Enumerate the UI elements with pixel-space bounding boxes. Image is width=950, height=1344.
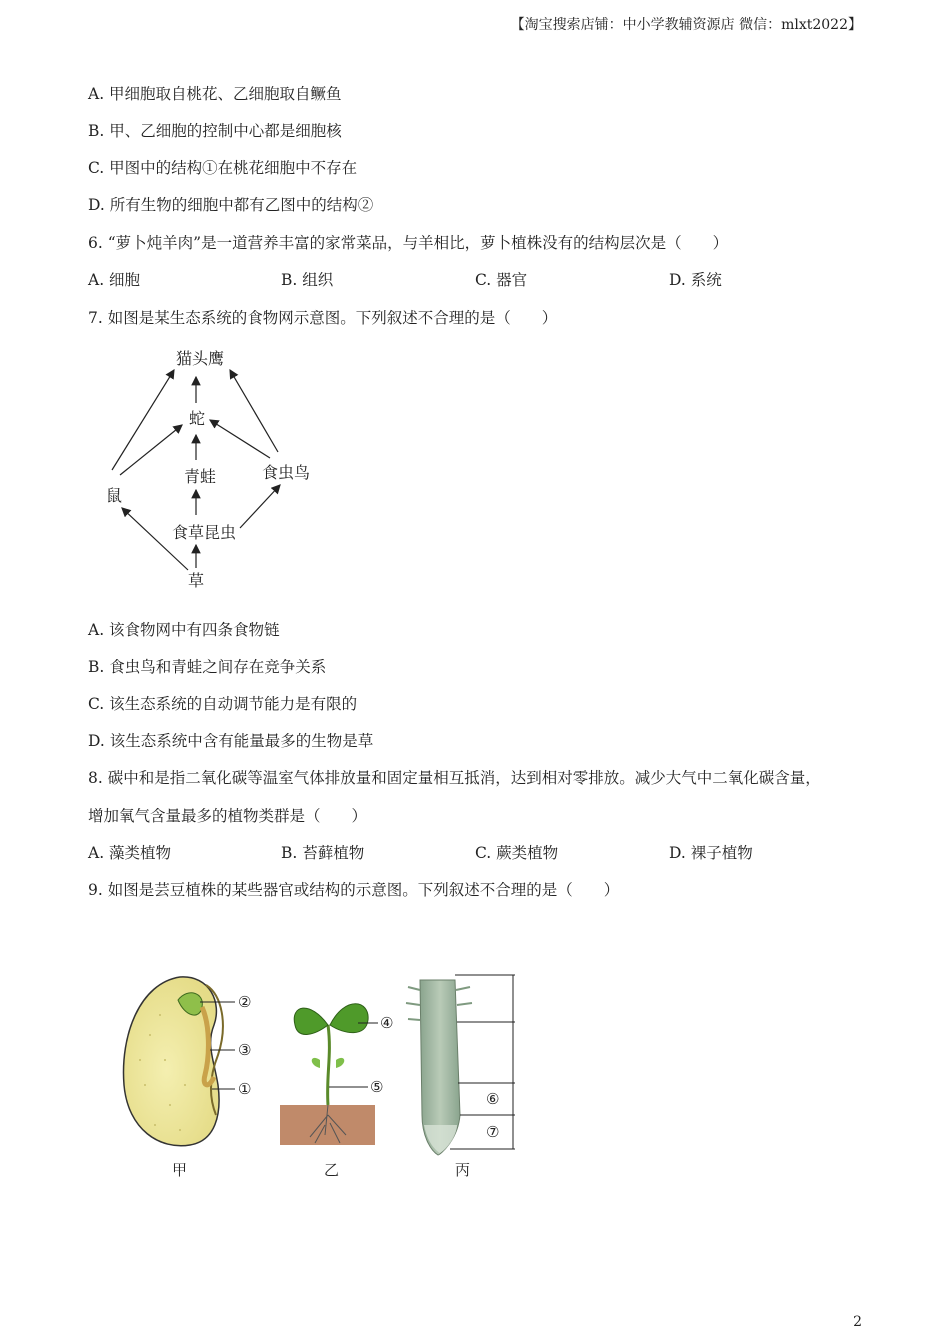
node-snake: 蛇 bbox=[188, 409, 206, 428]
arrow-bird-owl bbox=[230, 370, 278, 452]
page-header: 【淘宝搜索店铺：中小学教辅资源店 微信：mlxt2022】 bbox=[510, 17, 862, 33]
label-2: ② bbox=[238, 993, 252, 1011]
label-3: ③ bbox=[238, 1041, 252, 1059]
bean-plant-figure bbox=[110, 965, 530, 1185]
q6-option-b: B. 组织 bbox=[281, 271, 334, 289]
q7-option-a: A. 该食物网中有四条食物链 bbox=[88, 621, 280, 639]
node-grass: 草 bbox=[187, 571, 205, 590]
q8-option-a: A. 藻类植物 bbox=[88, 844, 172, 862]
q9-stem: 9. 如图是芸豆植株的某些器官或结构的示意图。下列叙述不合理的是（ ） bbox=[88, 881, 620, 899]
node-mouse: 鼠 bbox=[105, 486, 123, 505]
label-1: ① bbox=[238, 1080, 252, 1098]
node-bird: 食虫鸟 bbox=[261, 463, 311, 482]
seedling-diagram-yi bbox=[280, 1004, 378, 1145]
label-6: ⑥ bbox=[486, 1090, 500, 1108]
q5-option-d: D. 所有生物的细胞中都有乙图中的结构② bbox=[88, 196, 374, 214]
arrow-mouse-snake bbox=[120, 425, 182, 475]
arrow-bird-snake bbox=[210, 420, 270, 458]
q6-option-c: C. 器官 bbox=[475, 271, 528, 289]
q8-option-c: C. 蕨类植物 bbox=[475, 844, 559, 862]
node-insect: 食草昆虫 bbox=[171, 523, 237, 542]
q5-option-c: C. 甲图中的结构①在桃花细胞中不存在 bbox=[88, 159, 358, 177]
label-7: ⑦ bbox=[486, 1123, 500, 1141]
arrow-mouse-owl bbox=[112, 370, 174, 470]
label-yi: 乙 bbox=[324, 1161, 340, 1179]
q5-option-a: A. 甲细胞取自桃花、乙细胞取自鳜鱼 bbox=[88, 85, 342, 103]
label-5: ⑤ bbox=[370, 1078, 384, 1096]
food-web-diagram bbox=[90, 340, 330, 595]
q6-option-a: A. 细胞 bbox=[88, 271, 141, 289]
label-jia: 甲 bbox=[172, 1161, 188, 1179]
q8-option-b: B. 苔藓植物 bbox=[281, 844, 365, 862]
q8-stem-line1: 8. 碳中和是指二氧化碳等温室气体排放量和固定量相互抵消，达到相对零排放。减少大气中二氧化碳含量， bbox=[88, 769, 821, 787]
node-frog: 青蛙 bbox=[183, 467, 217, 486]
q6-option-d: D. 系统 bbox=[669, 271, 722, 289]
q8-stem-line2: 增加氧气含量最多的植物类群是（ ） bbox=[88, 807, 368, 825]
label-4: ④ bbox=[380, 1014, 394, 1032]
q7-stem: 7. 如图是某生态系统的食物网示意图。下列叙述不合理的是（ ） bbox=[88, 309, 558, 327]
q5-option-b: B. 甲、乙细胞的控制中心都是细胞核 bbox=[88, 122, 342, 140]
q6-stem: 6. “萝卜炖羊肉”是一道营养丰富的家常菜品，与羊相比，萝卜植株没有的结构层次是（ ） bbox=[88, 234, 729, 252]
seed-diagram-jia bbox=[123, 977, 235, 1146]
q7-option-b: B. 食虫鸟和青蛙之间存在竞争关系 bbox=[88, 658, 327, 676]
page-number: 2 bbox=[853, 1314, 862, 1330]
arrow-insect-bird bbox=[240, 485, 280, 528]
q8-option-d: D. 裸子植物 bbox=[669, 844, 753, 862]
q7-option-c: C. 该生态系统的自动调节能力是有限的 bbox=[88, 695, 358, 713]
label-bing: 丙 bbox=[455, 1161, 471, 1179]
node-owl: 猫头鹰 bbox=[175, 349, 225, 368]
q7-option-d: D. 该生态系统中含有能量最多的生物是草 bbox=[88, 732, 374, 750]
